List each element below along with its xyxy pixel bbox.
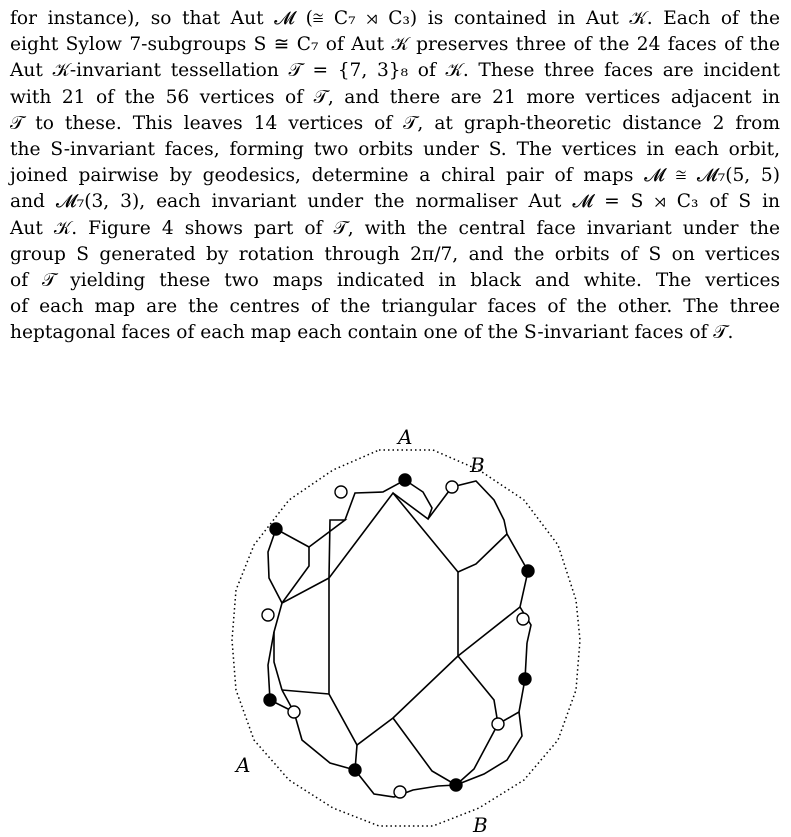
black-vertex-orbit [264,474,534,791]
black-vertex [450,779,462,791]
white-vertex [288,706,300,718]
white-vertex-orbit [262,481,529,798]
paragraph-line: the S-invariant faces, forming two orbits under S. The vertices in each orbit, [10,139,780,161]
paragraph-line: Aut 𝒦-invariant tessellation 𝒯 = {7, 3}₈ of 𝒦. These three faces are incident [10,60,780,82]
paragraph-line: heptagonal faces of each map each contain one of the S-invariant faces of 𝒯. [10,322,734,344]
label-top-b: B [470,453,485,477]
white-vertex [492,718,504,730]
label-bottom-b: B [473,813,488,837]
white-vertex [446,481,458,493]
black-vertex [264,694,276,706]
paragraph-line: eight Sylow 7-subgroups S ≅ C₇ of Aut 𝒦 preserves three of the 24 faces of the [10,34,780,56]
black-vertex [270,523,282,535]
white-vertex [262,609,274,621]
paragraph-line: of 𝒯 yielding these two maps indicated in black and white. The vertices [10,270,780,292]
paragraph-line: group S generated by rotation through 2π/7, and the orbits of S on vertices [10,243,780,265]
paragraph-line: and 𝓜₇(3, 3), each invariant under the normaliser Aut 𝓜 = S ⋊ C₃ of S in [10,191,780,213]
central-face [329,493,458,745]
paragraph-line: 𝒯 to these. This leaves 14 vertices of 𝒯, at graph-theoretic distance 2 from [10,112,780,134]
label-left-a: A [236,753,251,777]
tessellation-edges [268,480,531,797]
white-vertex [394,786,406,798]
black-vertex [522,565,534,577]
paragraph-line: for instance), so that Aut 𝓜 (≅ C₇ ⋊ C₃) is contained in Aut 𝒦. Each of the [10,8,780,29]
paragraph-line: Aut 𝒦. Figure 4 shows part of 𝒯, with the central face invariant under the [10,217,780,239]
black-vertex [399,474,411,486]
label-top-a: A [398,425,413,449]
paragraph-line: with 21 of the 56 vertices of 𝒯, and there are 21 more vertices adjacent in [10,86,780,108]
paragraph-line: of each map are the centres of the triangular faces of the other. The three [10,296,780,318]
paragraph-line: joined pairwise by geodesics, determine a chiral pair of maps 𝓜 ≅ 𝓜₇(5, 5) [10,165,780,187]
black-vertex [519,673,531,685]
white-vertex [517,613,529,625]
black-vertex [349,764,361,776]
white-vertex [335,486,347,498]
